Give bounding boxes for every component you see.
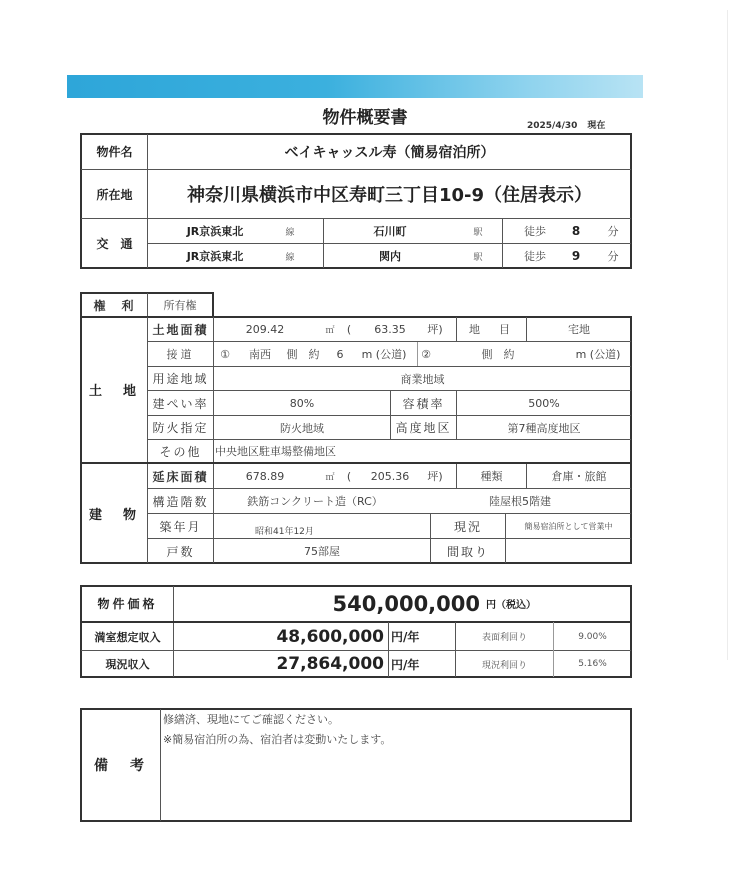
walk-minutes: 8 [571,224,581,238]
line-name: JR京浜東北 [186,225,244,238]
line-suffix: 線 [285,227,295,238]
minutes-suffix: 分 [607,225,619,238]
layout-value [506,539,631,563]
paren-open: ( [346,322,352,336]
remarks-line: ※簡易宿泊所の為、宿泊者は変動いたします。 [163,733,392,746]
built-value: 昭和41年12月 [255,526,314,537]
line-name: JR京浜東北 [186,250,244,263]
height-label: 高度地区 [395,421,452,435]
road1-number: ① [220,347,230,361]
paren-open: ( [346,469,352,483]
remarks-line: 修繕済、現地にてご確認ください。 [163,713,339,726]
divider [417,342,418,366]
other-label: その他 [159,444,202,459]
divider [160,709,161,821]
remarks-label: 備 考 [94,758,148,774]
property-name-label: 物件名 [96,145,133,159]
income-unit: 円/年 [391,657,420,672]
road2-number: ② [421,347,431,361]
location-label: 所在地 [96,187,133,202]
bcr-value: 80% [289,396,315,410]
structure-label: 構造階数 [152,494,209,509]
gross-yield-label: 表面利回り [481,633,527,643]
height-value: 第7種高度地区 [507,421,581,435]
station-suffix: 駅 [473,227,483,238]
current-yield-value: 5.16% [578,659,607,669]
full-income-label: 満室想定収入 [94,630,161,644]
bcr-label: 建ぺい率 [152,396,209,411]
line-suffix: 線 [285,252,295,263]
tsubo-unit: 坪) [427,470,443,483]
sqm-unit: ㎡ [325,325,335,336]
other-value: 中央地区駐車場整備地区 [215,445,336,458]
road2-unit: m (公道) [575,348,621,361]
divider [502,219,503,268]
property-name-value: ベイキャッスル寿（簡易宿泊所） [284,144,495,161]
current-yield-label: 現況利回り [481,660,527,671]
date-suffix: 現在 [587,121,606,131]
fire-value: 防火地域 [280,421,324,435]
land-area-label: 土地面積 [152,322,209,337]
current-income-label: 現況収入 [105,658,150,671]
road-label: 接道 [166,348,195,361]
walk-label: 徒歩 [524,250,546,263]
tsubo-unit: 坪) [427,323,443,336]
walk-minutes: 9 [571,249,581,263]
layout-label: 間取り [446,544,489,559]
floor-area-label: 延床面積 [152,469,209,484]
road1-direction: 南西 [249,348,271,361]
as-of-date [527,118,605,131]
units-label: 戸数 [166,544,195,559]
transit-label: 交 通 [96,237,133,251]
header-banner [67,75,643,98]
floors-value: 陸屋根5階建 [489,495,551,508]
land-area-sqm: 209.42 [245,322,285,336]
station-name: 関内 [379,250,401,263]
units-value: 75部屋 [304,545,340,558]
station-name: 石川町 [373,225,407,238]
far-value: 500% [528,396,560,410]
road1-approx: 約 [308,348,320,361]
minutes-suffix: 分 [607,250,619,263]
gross-yield-value: 9.00% [578,631,607,642]
income-unit: 円/年 [391,630,420,644]
zoning-label: 用途地域 [152,372,209,386]
road1-side: 側 [286,348,298,361]
location-value: 神奈川県横浜市中区寿町三丁目10-9（住居表示） [186,185,593,206]
land-category-label: 地 目 [469,323,514,336]
land-label: 土 地 [88,384,140,399]
divider [388,622,389,677]
divider [323,219,324,268]
full-income-value: 48,600,000 [276,626,384,647]
status-label: 現況 [453,519,482,534]
divider [213,317,214,563]
price-value: 540,000,000 [332,591,480,616]
road2-side: 側 [481,348,493,361]
sqm-unit: ㎡ [325,472,335,483]
zoning-value: 商業地域 [400,372,445,386]
building-label: 建 物 [88,508,140,523]
rights-label: 権 利 [93,298,136,313]
page-title: 物件概要書 [322,108,408,128]
building-type-value: 倉庫・旅館 [551,470,607,483]
land-category-value: 宅地 [568,323,590,336]
price-label: 物件価格 [97,597,158,611]
current-income-value: 27,864,000 [276,654,384,674]
price-unit: 円（税込） [486,600,536,611]
date-value: 2025/4/30 [527,121,578,131]
fire-label: 防火指定 [152,421,209,435]
building-type-label: 種類 [480,470,503,483]
road1-unit: m (公道) [361,348,407,361]
walk-label: 徒歩 [524,225,546,238]
built-label: 築年月 [159,519,202,534]
road2-approx: 約 [503,348,515,361]
land-area-tsubo: 63.35 [374,322,406,336]
station-suffix: 駅 [473,252,483,263]
road1-width: 6 [336,347,344,361]
structure-value: 鉄筋コンクリート造（RC） [247,495,383,508]
floor-area-tsubo: 205.36 [370,469,410,483]
far-label: 容積率 [402,396,445,411]
floor-area-sqm: 678.89 [245,469,285,483]
rights-value: 所有権 [163,299,197,312]
status-value: 簡易宿泊所として営業中 [524,521,613,531]
